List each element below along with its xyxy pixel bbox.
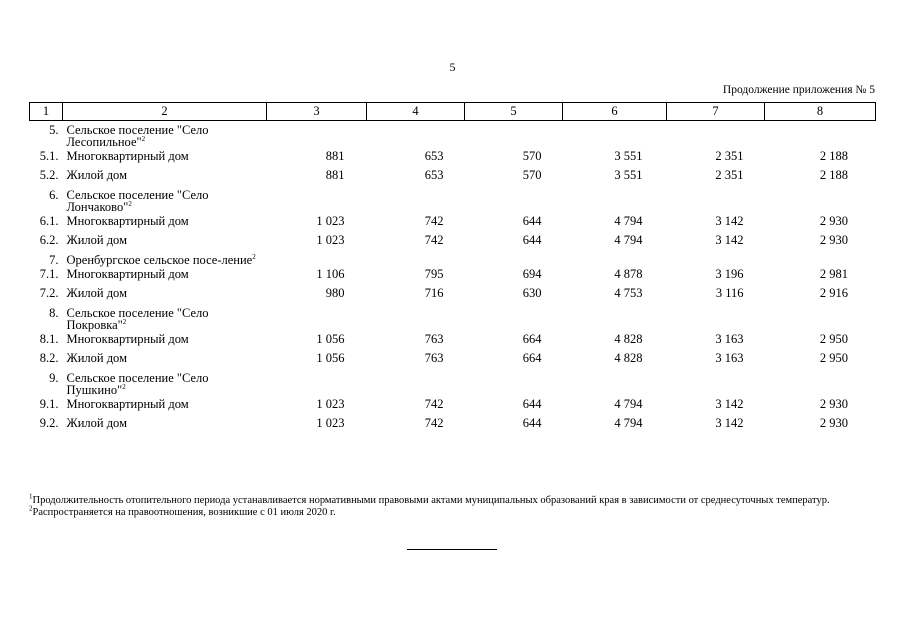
empty-cell [267, 304, 367, 331]
empty-cell [563, 121, 667, 149]
value-text: 570 [522, 168, 542, 182]
empty-cell [267, 369, 367, 396]
value-text: 653 [424, 149, 444, 163]
value-cell [667, 285, 765, 304]
table-group-row [30, 369, 876, 396]
value-text: 2 930 [819, 416, 848, 430]
footnote-ref: 2 [122, 382, 126, 391]
row-name: Жилой дом [66, 233, 127, 247]
value-text: 630 [522, 286, 542, 300]
value-text: 664 [522, 332, 542, 346]
empty-cell [367, 186, 465, 213]
row-name: Многоквартирный дом [66, 332, 189, 346]
value-text: 1 023 [316, 397, 345, 411]
empty-cell [267, 186, 367, 213]
group-name [63, 251, 267, 266]
value-text: 4 753 [614, 286, 643, 300]
empty-cell [563, 251, 667, 266]
empty-cell [367, 251, 465, 266]
value-text: 644 [522, 416, 542, 430]
group-name-text: Сельское поселение "Село Пушкино" [66, 371, 209, 397]
footnote-mark: 1 [29, 492, 33, 501]
row-number: 9.1. [39, 397, 59, 411]
row-number: 6.2. [39, 233, 59, 247]
empty-cell [667, 251, 765, 266]
footnote-ref: 2 [252, 252, 256, 261]
value-cell [267, 285, 367, 304]
empty-cell [563, 304, 667, 331]
value-cell [667, 148, 765, 167]
table-group-row [30, 251, 876, 266]
value-cell [465, 213, 563, 232]
value-text: 2 950 [819, 351, 848, 365]
value-cell [765, 285, 876, 304]
header-cell: 2 [63, 103, 267, 121]
row-number: 8.1. [39, 332, 59, 346]
value-cell [765, 266, 876, 285]
value-text: 644 [522, 214, 542, 228]
footnote-ref: 2 [122, 317, 127, 326]
value-cell [563, 167, 667, 186]
value-cell [367, 396, 465, 415]
value-cell [563, 396, 667, 415]
value-cell [465, 148, 563, 167]
value-text: 2 930 [819, 397, 848, 411]
footnote-mark: 2 [29, 504, 33, 513]
header-row [30, 103, 876, 121]
footnote-2 [29, 504, 875, 519]
group-name [63, 304, 267, 331]
value-text: 2 188 [819, 168, 848, 182]
value-text: 1 023 [316, 214, 345, 228]
empty-cell [765, 251, 876, 266]
value-cell [465, 285, 563, 304]
value-text: 3 142 [715, 416, 744, 430]
group-number: 5. [49, 123, 59, 137]
row-name: Жилой дом [66, 351, 127, 365]
row-name: Многоквартирный дом [66, 149, 189, 163]
group-number: 6. [49, 188, 59, 202]
value-text: 2 351 [715, 149, 744, 163]
table-row [30, 232, 876, 251]
value-cell [267, 167, 367, 186]
table-row [30, 331, 876, 350]
group-number: 7. [49, 253, 59, 267]
row-number: 7.2. [39, 286, 59, 300]
page-number: 5 [449, 60, 456, 74]
header-cell: 6 [563, 103, 667, 121]
header-cell: 5 [465, 103, 563, 121]
empty-cell [465, 121, 563, 149]
value-cell [765, 213, 876, 232]
value-cell [563, 350, 667, 369]
header-cell: 7 [667, 103, 765, 121]
value-cell [367, 266, 465, 285]
footnote-text: Распространяется на правоотношения, возникшие с 01 июля 2020 г. [32, 507, 336, 518]
table-row [30, 213, 876, 232]
empty-cell [465, 369, 563, 396]
value-text: 4 794 [614, 214, 643, 228]
footnote-1 [29, 492, 875, 507]
row-name: Многоквартирный дом [66, 214, 189, 228]
value-text: 4 794 [614, 233, 643, 247]
group-name-text: Сельское поселение "Село Лончаково" [66, 188, 209, 214]
value-text: 4 828 [614, 351, 643, 365]
table-group-row [30, 304, 876, 331]
value-text: 2 930 [819, 233, 848, 247]
table-row [30, 167, 876, 186]
value-cell [465, 266, 563, 285]
value-text: 1 056 [316, 332, 345, 346]
value-cell [765, 415, 876, 434]
value-text: 644 [522, 233, 542, 247]
header-cell: 1 [30, 103, 63, 121]
value-text: 644 [522, 397, 542, 411]
empty-cell [667, 304, 765, 331]
value-text: 2 188 [819, 149, 848, 163]
value-text: 3 163 [715, 332, 744, 346]
footnote-text: Продолжительность отопительного периода устанавливается нормативными правовыми актами муниципальных образований края в зависимости от среднесуточных температур. [32, 495, 830, 506]
empty-cell [367, 369, 465, 396]
value-text: 4 828 [614, 332, 643, 346]
group-name-text: Сельское поселение "Село Покровка" [66, 306, 209, 332]
value-text: 742 [424, 214, 444, 228]
value-text: 2 916 [819, 286, 848, 300]
group-number: 8. [49, 306, 59, 320]
value-cell [563, 285, 667, 304]
row-number: 5.2. [39, 168, 59, 182]
empty-cell [367, 121, 465, 149]
empty-cell [367, 304, 465, 331]
value-text: 2 930 [819, 214, 848, 228]
table-row [30, 396, 876, 415]
value-cell [667, 232, 765, 251]
group-name [63, 186, 267, 213]
value-cell [667, 350, 765, 369]
value-cell [563, 331, 667, 350]
value-text: 742 [424, 397, 444, 411]
value-text: 980 [325, 286, 345, 300]
value-cell [465, 415, 563, 434]
continuation-label: Продолжение приложения № 5 [722, 84, 875, 96]
value-cell [267, 350, 367, 369]
group-name-text: Сельское поселение "Село Лесопильное" [66, 123, 209, 149]
value-cell [765, 232, 876, 251]
empty-cell [465, 186, 563, 213]
empty-cell [667, 121, 765, 149]
footnote-ref: 2 [128, 199, 132, 208]
value-text: 2 351 [715, 168, 744, 182]
value-text: 3 116 [715, 286, 744, 300]
empty-cell [465, 251, 563, 266]
value-cell [267, 331, 367, 350]
empty-cell [563, 369, 667, 396]
value-text: 881 [325, 149, 345, 163]
value-text: 4 878 [614, 267, 643, 281]
table-row [30, 266, 876, 285]
footnote-ref: 2 [141, 134, 146, 143]
header-cell: 3 [267, 103, 367, 121]
empty-cell [765, 186, 876, 213]
row-name: Жилой дом [66, 286, 127, 300]
value-text: 742 [424, 416, 444, 430]
value-text: 3 196 [715, 267, 744, 281]
table-row [30, 350, 876, 369]
value-cell [367, 415, 465, 434]
value-cell [367, 232, 465, 251]
value-text: 4 794 [614, 416, 643, 430]
value-cell [465, 396, 563, 415]
value-cell [667, 167, 765, 186]
value-text: 3 142 [715, 233, 744, 247]
value-cell [465, 350, 563, 369]
value-cell [563, 266, 667, 285]
table-row [30, 285, 876, 304]
empty-cell [563, 186, 667, 213]
header-cell: 8 [765, 103, 876, 121]
value-text: 2 981 [819, 267, 848, 281]
value-text: 763 [424, 332, 444, 346]
value-cell [667, 266, 765, 285]
value-cell [563, 213, 667, 232]
value-text: 742 [424, 233, 444, 247]
value-cell [765, 350, 876, 369]
value-text: 694 [522, 267, 542, 281]
value-text: 763 [424, 351, 444, 365]
value-text: 3 163 [715, 351, 744, 365]
value-cell [765, 167, 876, 186]
value-cell [667, 415, 765, 434]
value-text: 1 023 [316, 233, 345, 247]
value-cell [465, 232, 563, 251]
value-text: 664 [522, 351, 542, 365]
footnotes [29, 492, 875, 519]
empty-cell [465, 304, 563, 331]
empty-cell [667, 369, 765, 396]
table-row [30, 415, 876, 434]
row-number: 5.1. [39, 149, 59, 163]
value-cell [267, 266, 367, 285]
value-cell [267, 148, 367, 167]
value-text: 1 106 [316, 267, 345, 281]
value-text: 3 551 [614, 149, 643, 163]
row-name: Жилой дом [66, 168, 127, 182]
value-cell [267, 232, 367, 251]
header-cell: 4 [367, 103, 465, 121]
empty-cell [267, 251, 367, 266]
value-cell [367, 167, 465, 186]
value-text: 3 142 [715, 397, 744, 411]
value-text: 570 [522, 149, 542, 163]
value-text: 716 [424, 286, 444, 300]
value-text: 1 023 [316, 416, 345, 430]
value-text: 1 056 [316, 351, 345, 365]
empty-cell [667, 186, 765, 213]
value-cell [367, 285, 465, 304]
row-name: Жилой дом [66, 416, 127, 430]
row-name: Многоквартирный дом [66, 267, 189, 281]
row-number: 6.1. [39, 214, 59, 228]
value-cell [267, 396, 367, 415]
value-cell [667, 331, 765, 350]
value-text: 881 [325, 168, 345, 182]
table-group-row [30, 121, 876, 149]
empty-cell [765, 369, 876, 396]
value-cell [765, 331, 876, 350]
value-cell [465, 331, 563, 350]
table-group-row [30, 186, 876, 213]
value-cell [267, 415, 367, 434]
value-text: 2 950 [819, 332, 848, 346]
value-cell [667, 396, 765, 415]
value-text: 3 142 [715, 214, 744, 228]
group-name-text: Оренбургское сельское посе-ление [66, 253, 253, 267]
value-text: 795 [424, 267, 444, 281]
table-body [30, 121, 876, 435]
value-cell [367, 350, 465, 369]
group-number: 9. [49, 371, 59, 385]
value-cell [367, 331, 465, 350]
value-cell [367, 213, 465, 232]
empty-cell [765, 304, 876, 331]
row-number: 7.1. [39, 267, 59, 281]
value-text: 3 551 [614, 168, 643, 182]
data-table [29, 102, 876, 434]
row-number: 9.2. [39, 416, 59, 430]
row-number: 8.2. [39, 351, 59, 365]
group-name [63, 121, 267, 149]
value-cell [765, 396, 876, 415]
table-row [30, 148, 876, 167]
group-name [63, 369, 267, 396]
value-cell [563, 232, 667, 251]
row-name: Многоквартирный дом [66, 397, 189, 411]
value-cell [267, 213, 367, 232]
empty-cell [267, 121, 367, 149]
value-cell [563, 415, 667, 434]
empty-cell [765, 121, 876, 149]
value-cell [563, 148, 667, 167]
value-cell [765, 148, 876, 167]
value-cell [367, 148, 465, 167]
value-cell [667, 213, 765, 232]
value-text: 4 794 [614, 397, 643, 411]
value-cell [465, 167, 563, 186]
page-divider [407, 549, 497, 550]
value-text: 653 [424, 168, 444, 182]
